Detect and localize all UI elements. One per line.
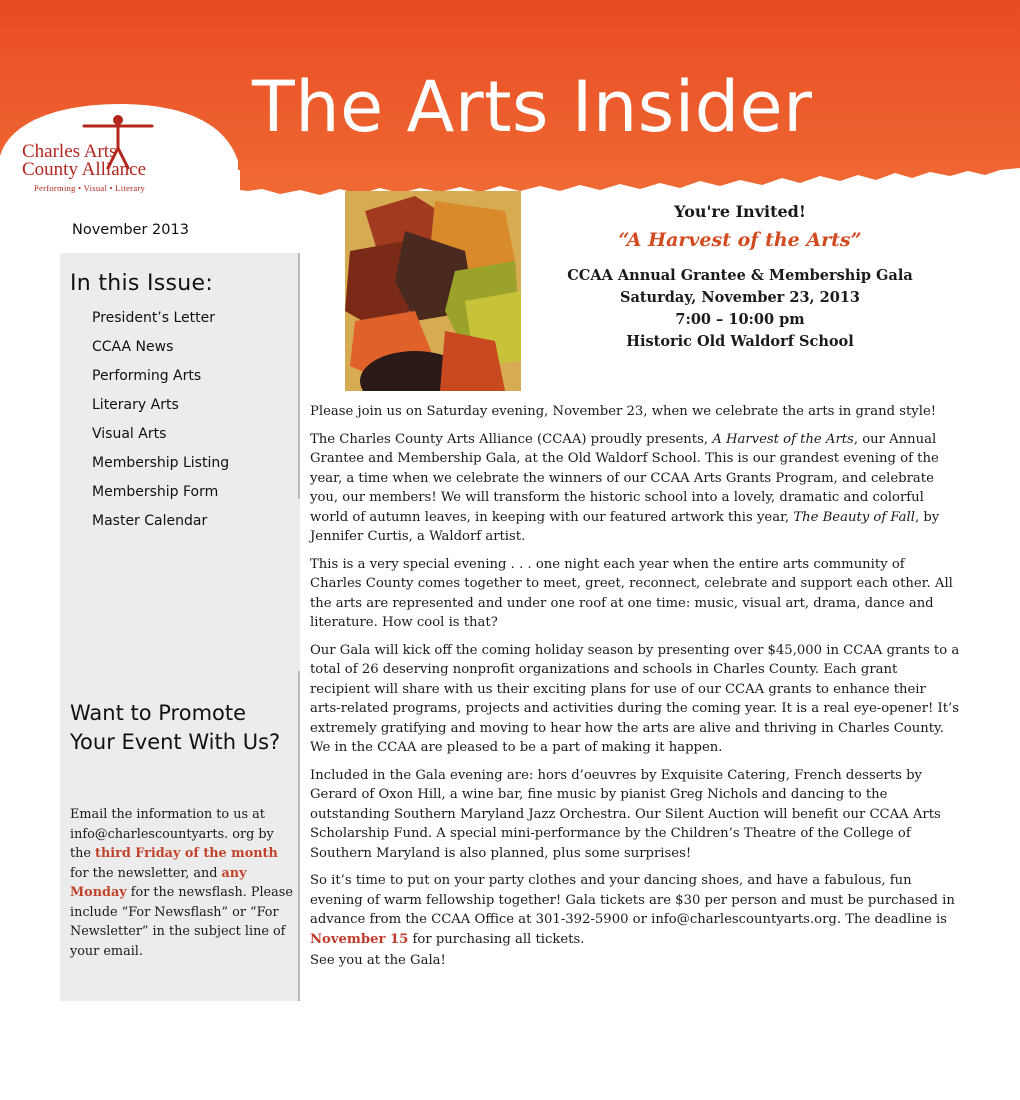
promo-text-part: Email the information to us at info@charlescountyarts. org by the	[70, 807, 274, 861]
promo-title: Want to Promote Your Event With Us?	[70, 701, 281, 754]
issue-date: November 2013	[72, 222, 189, 238]
invitation-heading: You're Invited!	[674, 202, 806, 221]
event-date: Saturday, November 23, 2013	[619, 289, 860, 306]
event-location: Historic Old Waldorf School	[626, 333, 854, 350]
logo-text-line1: Charles Arts	[22, 141, 117, 162]
article-paragraph: Our Gala will kick off the coming holiday season by presenting over $45,000 in CCAA grants to a total of 26 deserving nonprofit organizations and schools in Charles County. Each grant recipient will share with us their exciting plans for use of our CCAA grants to enhance their arts-related programs, projects and activities during the coming year. It is a real eye-opener! It’s extremely gratifying and moving to hear how the arts are alive and thriving in Charles County. We in the CCAA are pleased to be a part of making it happen.	[310, 642, 960, 755]
promo-text	[70, 805, 294, 961]
invitation-block	[530, 200, 950, 353]
logo-text-line2: County Alliance	[22, 159, 147, 180]
article-body	[310, 402, 960, 979]
sidebar	[60, 253, 300, 1001]
sidebar-divider	[298, 253, 300, 499]
event-time: 7:00 – 10:00 pm	[675, 311, 805, 328]
logo-tagline: Performing • Visual • Literary	[34, 183, 146, 193]
event-title-italic: A Harvest of the Arts	[712, 431, 854, 447]
article-closing: See you at the Gala!	[310, 953, 446, 968]
event-details	[530, 265, 950, 353]
article-text: , by Jennifer Curtis, a Waldorf artist.	[310, 509, 940, 544]
promo-text-part: for the newsflash. Please include “For Newsflash” or “For Newsletter” in the subject line of your email.	[70, 885, 293, 959]
article-text: for purchasing all tickets.	[408, 931, 585, 947]
article-paragraph	[310, 430, 960, 547]
article-text: , our Annual Grantee and Membership Gala, at the Old Waldorf School. This is our grandest evening of the year, a time when we celebrate the winners of our CCAA Arts Grants Program, and celebrate you, our members! We will transform the historic school into a lovely, dramatic and colorful world of autumn leaves, in keeping with our featured artwork this year,	[310, 431, 939, 525]
article-paragraph	[310, 871, 960, 949]
toc-item-presidents-letter[interactable]: President’s Letter	[92, 310, 216, 326]
toc-item-ccaa-news[interactable]: CCAA News	[92, 339, 174, 355]
featured-artwork-image	[345, 191, 521, 391]
promo-deadline-newsletter: third Friday of the month	[95, 846, 278, 861]
toc-item-literary-arts[interactable]: Literary Arts	[92, 397, 179, 413]
toc-list	[92, 309, 229, 541]
article-text: So it’s time to put on your party clothes and your dancing shoes, and have a fabulous, fun evening of warm fellowship together! Gala tickets are $30 per person and must be purchased in advance from the CCAA Office at 301-392-5900 or info@charlescountyarts.org. The deadline is	[310, 873, 955, 927]
promo-text-part: for the newsletter, and	[70, 865, 222, 881]
article-paragraph: Please join us on Saturday evening, November 23, when we celebrate the arts in grand style!	[310, 404, 937, 419]
article-text: The Charles County Arts Alliance (CCAA) proudly presents,	[310, 431, 713, 447]
promo-deadline-newsflash: any Monday	[70, 865, 247, 900]
toc-item-membership-form[interactable]: Membership Form	[92, 484, 219, 500]
toc-item-performing-arts[interactable]: Performing Arts	[92, 368, 202, 384]
event-detail-line: CCAA Annual Grantee & Membership Gala	[567, 267, 913, 284]
toc-item-visual-arts[interactable]: Visual Arts	[92, 426, 167, 442]
newsletter-title: The Arts Insider	[252, 66, 813, 148]
sidebar-divider	[298, 671, 300, 1001]
toc-item-master-calendar[interactable]: Master Calendar	[92, 513, 208, 529]
toc-item-membership-listing[interactable]: Membership Listing	[92, 455, 230, 471]
article-paragraph: Included in the Gala evening are: hors d’oeuvres by Exquisite Catering, French desserts by Gerard of Oxon Hill, a wine bar, fine music by pianist Greg Nichols and dancing to the outstanding Southern Maryland Jazz Orchestra. Our Silent Auction will benefit our CCAA Arts Scholarship Fund. A special mini-performance by the Children’s Theatre of the College of Southern Maryland is also planned, plus some surprises!	[310, 767, 941, 861]
toc-title: In this Issue:	[70, 271, 214, 296]
artwork-title-italic: The Beauty of Fall	[793, 509, 915, 525]
event-name: “A Harvest of the Arts”	[618, 229, 862, 251]
ticket-deadline: November 15	[310, 931, 409, 947]
article-paragraph: This is a very special evening . . . one night each year when the entire arts community of Charles County comes together to meet, greet, reconnect, celebrate and support each other. All the arts are represented and under one roof at one time: music, visual art, drama, dance and literature. How cool is that?	[310, 556, 953, 630]
